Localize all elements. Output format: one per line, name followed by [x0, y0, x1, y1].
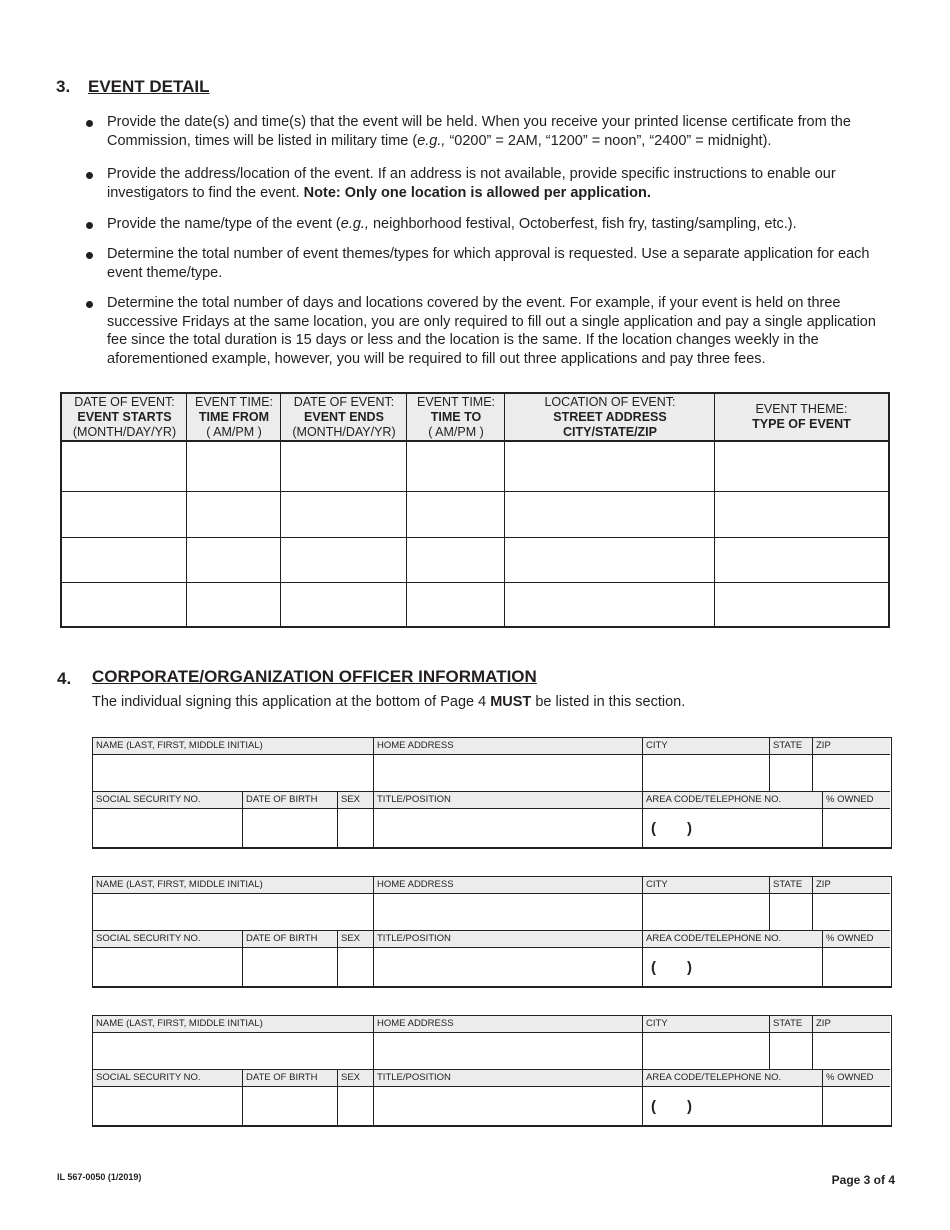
block-divider	[93, 791, 890, 792]
event-start-date-cell[interactable]	[62, 583, 186, 626]
sex-field[interactable]	[338, 1087, 373, 1125]
event-type-cell[interactable]	[715, 538, 888, 582]
ssn-field[interactable]	[93, 809, 242, 847]
zip-field[interactable]	[813, 755, 890, 791]
event-end-date-cell[interactable]	[281, 442, 406, 491]
dob-label: DATE OF BIRTH	[243, 931, 337, 947]
name-field[interactable]	[93, 894, 373, 930]
block-divider	[642, 738, 643, 847]
block-divider	[93, 947, 890, 948]
instruction-bullet	[86, 245, 898, 282]
block-divider	[93, 754, 890, 755]
title-label: TITLE/POSITION	[374, 792, 642, 808]
name-field[interactable]	[93, 1033, 373, 1069]
state-field[interactable]	[770, 755, 812, 791]
ssn-label: SOCIAL SECURITY NO.	[93, 792, 242, 808]
block-divider	[822, 1069, 823, 1125]
header-line: STREET ADDRESS	[553, 409, 667, 424]
event-table	[60, 392, 890, 628]
sex-label: SEX	[338, 931, 373, 947]
zip-field[interactable]	[813, 1033, 890, 1069]
location-cell[interactable]	[505, 442, 714, 491]
time-to-cell[interactable]	[407, 583, 504, 626]
block-divider	[337, 1069, 338, 1125]
ssn-field[interactable]	[93, 1087, 242, 1125]
bullet-icon	[86, 252, 93, 259]
section-4-number: 4.	[57, 669, 72, 688]
bullet-icon	[86, 301, 93, 308]
block-divider	[242, 1069, 243, 1125]
name-label: NAME (LAST, FIRST, MIDDLE INITIAL)	[93, 738, 373, 754]
city-label: CITY	[643, 738, 769, 754]
instruction-bullet	[86, 215, 898, 234]
dob-label: DATE OF BIRTH	[243, 792, 337, 808]
name-field[interactable]	[93, 755, 373, 791]
home-address-field[interactable]	[374, 894, 642, 930]
phone-label: AREA CODE/TELEPHONE NO.	[643, 792, 822, 808]
block-divider	[822, 791, 823, 847]
state-label: STATE	[770, 1016, 812, 1032]
block-divider	[242, 791, 243, 847]
title-label: TITLE/POSITION	[374, 1070, 642, 1086]
block-divider	[337, 930, 338, 986]
section-4-intro	[92, 694, 685, 710]
header-line: TIME TO	[430, 409, 482, 424]
block-divider	[769, 877, 770, 930]
time-from-cell[interactable]	[187, 492, 280, 537]
dob-field[interactable]	[243, 948, 337, 986]
header-line: LOCATION OF EVENT:	[544, 394, 676, 409]
owned-label: % OWNED	[823, 1070, 890, 1086]
owned-field[interactable]	[823, 948, 890, 986]
city-label: CITY	[643, 877, 769, 893]
block-divider	[93, 1069, 890, 1070]
time-from-cell[interactable]	[187, 442, 280, 491]
sex-field[interactable]	[338, 809, 373, 847]
block-divider	[337, 791, 338, 847]
bullet-emphasis: e.g.,	[340, 216, 369, 232]
block-divider	[93, 1086, 890, 1087]
block-divider	[93, 808, 890, 809]
bullet-text: Determine the total number of event themes/types for which approval is requested. Use a separate application for each event theme/type.	[107, 246, 870, 281]
header-line: EVENT ENDS	[304, 409, 384, 424]
event-end-date-cell[interactable]	[281, 583, 406, 626]
name-label: NAME (LAST, FIRST, MIDDLE INITIAL)	[93, 1016, 373, 1032]
time-to-cell[interactable]	[407, 442, 504, 491]
ssn-label: SOCIAL SECURITY NO.	[93, 931, 242, 947]
zip-field[interactable]	[813, 894, 890, 930]
area-code-open-paren: (	[651, 1098, 656, 1115]
time-from-cell[interactable]	[187, 583, 280, 626]
area-code-close-paren: )	[687, 820, 692, 837]
block-divider	[812, 877, 813, 930]
header-line: EVENT TIME:	[416, 394, 496, 409]
phone-label: AREA CODE/TELEPHONE NO.	[643, 931, 822, 947]
zip-label: ZIP	[813, 877, 890, 893]
intro-text: The individual signing this application at the bottom of Page 4	[92, 694, 491, 710]
bullet-note: Note: Only one location is allowed per application.	[303, 184, 651, 201]
city-field[interactable]	[643, 894, 769, 930]
name-label: NAME (LAST, FIRST, MIDDLE INITIAL)	[93, 877, 373, 893]
block-divider	[373, 1016, 374, 1125]
city-field[interactable]	[643, 1033, 769, 1069]
section-4-title: CORPORATE/ORGANIZATION OFFICER INFORMATION	[92, 667, 537, 686]
zip-label: ZIP	[813, 738, 890, 754]
home-address-label: HOME ADDRESS	[374, 877, 642, 893]
dob-label: DATE OF BIRTH	[243, 1070, 337, 1086]
area-code-open-paren: (	[651, 959, 656, 976]
sex-field[interactable]	[338, 948, 373, 986]
header-line: EVENT TIME:	[194, 394, 274, 409]
block-divider	[769, 738, 770, 791]
event-table-header	[407, 394, 505, 442]
bullet-text: neighborhood festival, Octoberfest, fish fry, tasting/sampling, etc.).	[368, 216, 797, 232]
dob-field[interactable]	[243, 1087, 337, 1125]
header-line: ( AM/PM )	[206, 424, 262, 439]
phone-field[interactable]	[643, 1087, 822, 1125]
city-field[interactable]	[643, 755, 769, 791]
block-divider	[812, 1016, 813, 1069]
bullet-text: Provide the address/location of the event. If an address is not available, provide specific instructions to enable our investigators to find the event.	[107, 166, 836, 201]
phone-field[interactable]	[643, 948, 822, 986]
ssn-label: SOCIAL SECURITY NO.	[93, 1070, 242, 1086]
block-divider	[822, 930, 823, 986]
header-line: CITY/STATE/ZIP	[563, 424, 657, 439]
bullet-text: Provide the date(s) and time(s) that the event will be held. When you receive your printed license certificate from the Commission, times will be listed in military time (	[107, 114, 851, 149]
header-line: EVENT STARTS	[77, 409, 172, 424]
bullet-text: “0200” = 2AM, “1200” = noon”, “2400” = midnight).	[445, 132, 772, 149]
event-table-header	[281, 394, 407, 442]
block-divider	[242, 930, 243, 986]
header-line: ( AM/PM )	[428, 424, 484, 439]
dob-field[interactable]	[243, 809, 337, 847]
city-label: CITY	[643, 1016, 769, 1032]
block-divider	[812, 738, 813, 791]
instruction-bullet	[86, 113, 898, 150]
state-label: STATE	[770, 738, 812, 754]
bullet-emphasis: e.g.,	[417, 132, 446, 149]
state-field[interactable]	[770, 1033, 812, 1069]
header-line: EVENT THEME:	[755, 402, 848, 416]
officer-block	[92, 737, 892, 849]
bullet-icon	[86, 172, 93, 179]
event-start-date-cell[interactable]	[62, 442, 186, 491]
header-line: TIME FROM	[198, 409, 270, 424]
owned-label: % OWNED	[823, 792, 890, 808]
block-divider	[93, 1032, 890, 1033]
block-divider	[373, 738, 374, 847]
state-label: STATE	[770, 877, 812, 893]
title-field[interactable]	[374, 1087, 642, 1125]
area-code-open-paren: (	[651, 820, 656, 837]
event-type-cell[interactable]	[715, 442, 888, 491]
block-divider	[642, 877, 643, 986]
block-divider	[93, 930, 890, 931]
bullet-icon	[86, 222, 93, 229]
event-table-header	[187, 394, 281, 442]
intro-emphasis: MUST	[490, 694, 532, 710]
event-type-cell[interactable]	[715, 583, 888, 626]
time-to-cell[interactable]	[407, 538, 504, 582]
event-end-date-cell[interactable]	[281, 492, 406, 537]
block-divider	[373, 877, 374, 986]
intro-text: be listed in this section.	[531, 694, 686, 710]
event-end-date-cell[interactable]	[281, 538, 406, 582]
location-cell[interactable]	[505, 492, 714, 537]
bullet-text: Provide the name/type of the event (	[107, 216, 341, 232]
location-cell[interactable]	[505, 538, 714, 582]
zip-label: ZIP	[813, 1016, 890, 1032]
phone-label: AREA CODE/TELEPHONE NO.	[643, 1070, 822, 1086]
section-3-number: 3.	[56, 77, 71, 96]
officer-block	[92, 1015, 892, 1127]
header-line: (MONTH/DAY/YR)	[292, 424, 396, 439]
ssn-field[interactable]	[93, 948, 242, 986]
section-3-title: EVENT DETAIL	[88, 77, 210, 96]
page-number: Page 3 of 4	[831, 1173, 895, 1187]
title-field[interactable]	[374, 809, 642, 847]
sex-label: SEX	[338, 792, 373, 808]
header-line: DATE OF EVENT:	[74, 394, 175, 409]
area-code-close-paren: )	[687, 1098, 692, 1115]
owned-label: % OWNED	[823, 931, 890, 947]
phone-field[interactable]	[643, 809, 822, 847]
header-line: (MONTH/DAY/YR)	[72, 424, 177, 439]
form-id: IL 567-0050 (1/2019)	[57, 1172, 142, 1182]
instruction-bullet	[86, 165, 898, 202]
title-label: TITLE/POSITION	[374, 931, 642, 947]
owned-field[interactable]	[823, 1087, 890, 1125]
header-line: TYPE OF EVENT	[752, 417, 851, 431]
title-field[interactable]	[374, 948, 642, 986]
home-address-field[interactable]	[374, 755, 642, 791]
home-address-label: HOME ADDRESS	[374, 738, 642, 754]
time-from-cell[interactable]	[187, 538, 280, 582]
block-divider	[769, 1016, 770, 1069]
instruction-bullet	[86, 294, 898, 368]
area-code-close-paren: )	[687, 959, 692, 976]
owned-field[interactable]	[823, 809, 890, 847]
home-address-field[interactable]	[374, 1033, 642, 1069]
bullet-text: Determine the total number of days and locations covered by the event. For example, if your event is held on three successive Fridays at the same location, you are only required to fill out a single application and pay a single application fee since the total duration is 15 days or less and the location is the same. If the location changes weekly in the aforementioned example, however, you will be required to fill out three applications and pay three fees.	[107, 295, 876, 367]
event-table-header	[715, 394, 888, 442]
header-line: DATE OF EVENT:	[293, 394, 395, 409]
home-address-label: HOME ADDRESS	[374, 1016, 642, 1032]
officer-block	[92, 876, 892, 988]
sex-label: SEX	[338, 1070, 373, 1086]
location-cell[interactable]	[505, 583, 714, 626]
bullet-icon	[86, 120, 93, 127]
event-start-date-cell[interactable]	[62, 538, 186, 582]
block-divider	[93, 893, 890, 894]
block-divider	[642, 1016, 643, 1125]
time-to-cell[interactable]	[407, 492, 504, 537]
event-type-cell[interactable]	[715, 492, 888, 537]
event-table-header	[62, 394, 187, 442]
state-field[interactable]	[770, 894, 812, 930]
event-start-date-cell[interactable]	[62, 492, 186, 537]
event-table-header	[505, 394, 715, 442]
